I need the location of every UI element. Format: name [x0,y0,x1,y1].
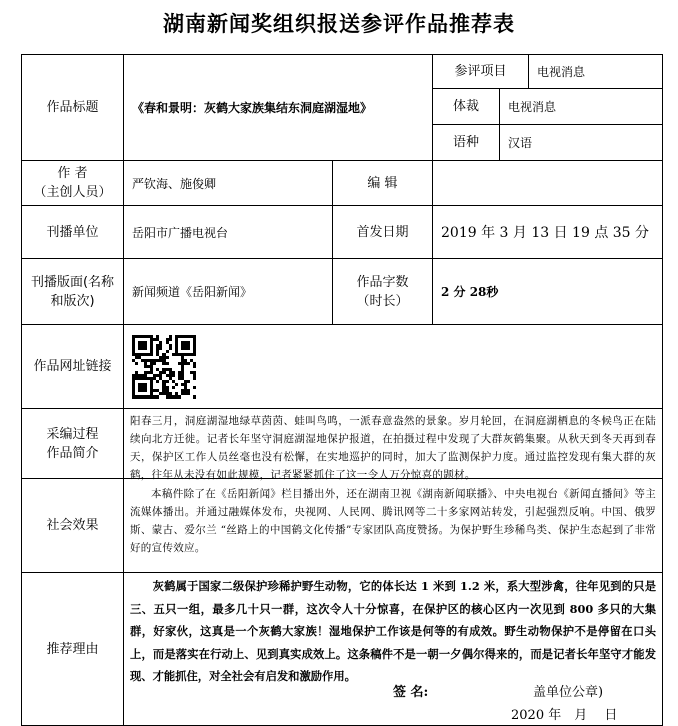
reason-text: 灰鹤属于国家二级保护珍稀护野生动物，它的体长达 1 米到 1.2 米，系大型涉禽，往年见到的只是三、五只一组，最多几十只一群，这次令人十分惊喜，在保护区的核心区内一次见到 800 多只的大集群，好家伙，这真是一个灰鹤大家族！湿地保护工作该是何等的有成效。野生动物保护不是停留在口头上，而是落实在行动上、见到真实成效上。这条稿件不是一朝一夕偶尔得来的，而是记者长年坚守才能发现、才能抓住，对全社会有启发和激励作用。 [130,579,656,683]
publish-date-value: 2019 年 3 月 13 日 19 点 35 分 [432,205,663,259]
recommendation-form [21,54,663,726]
url-label: 作品网址链接 [21,324,124,409]
editor-value [432,160,663,206]
summary-label: 采编过程 作品简介 [21,408,124,479]
impact-text: 本稿件除了在《岳阳新闻》栏目播出外，还在湖南卫视《湖南新闻联播》、中央电视台《新闻直播间》等主流媒体播出。并通过融媒体发布，央视网、人民网、腾讯网等二十多家网站转发，引起强烈反响。中国、俄罗斯、蒙古、爱尔兰 “丝路上的中国鹤文化传播”专家团队高度赞扬。为保护野生珍稀鸟类、保护生态起到了非常好的宣传效应。 [130,488,656,554]
qr-code-icon[interactable] [132,335,196,399]
word-count-value: 2 分 28秒 [432,258,663,325]
category-value: 电视消息 [528,54,663,89]
signature-date: 2020 年 月 日 [511,708,618,723]
seal-label: 盖单位公章) [533,685,604,700]
author-label: 作 者 （主创人员） [21,160,124,206]
url-value [123,324,663,409]
impact-value [123,478,663,573]
language-label: 语种 [432,124,500,161]
publish-date-label: 首发日期 [332,205,433,259]
genre-label: 体裁 [432,88,500,125]
summary-value [123,408,663,479]
summary-text: 阳春三月，洞庭湖湿地绿草茵茵、蛙叫鸟鸣，一派春意盎然的景象。岁月轮回，在洞庭湖栖息的冬候鸟正在陆续向北方迁徙。记者长年坚守洞庭湖湿地保护报道，在拍摄过程中发现了大群灰鹤集聚。从秋天到冬天再到春天，保护区工作人员丝毫也没有松懈，在实地巡护的同时，加大了监测保护力度。通过监控发现有集大群的灰鹤，往年从未没有如此规模，记者紧紧抓住了这一令人万分惊喜的题材。 [130,415,656,481]
word-count-label: 作品字数 （时长） [332,258,433,325]
edition-value: 新闻频道《岳阳新闻》 [123,258,333,325]
impact-label: 社会效果 [21,478,124,573]
reason-value [123,572,663,726]
genre-value: 电视消息 [499,88,663,125]
reason-label: 推荐理由 [21,572,124,726]
work-title-label: 作品标题 [21,54,124,161]
form-title: 湖南新闻奖组织报送参评作品推荐表 [163,12,515,36]
language-value: 汉语 [499,124,663,161]
edition-label: 刊播版面(名称和版次) [21,258,124,325]
work-title-value: 《春和景明：灰鹤大家族集结东洞庭湖湿地》 [123,54,433,161]
publisher-label: 刊播单位 [21,205,124,259]
signature-label: 签 名: [393,685,429,700]
category-label: 参评项目 [432,54,529,89]
author-value: 严钦海、施俊卿 [123,160,333,206]
publisher-value: 岳阳市广播电视台 [123,205,333,259]
editor-label: 编 辑 [332,160,433,206]
